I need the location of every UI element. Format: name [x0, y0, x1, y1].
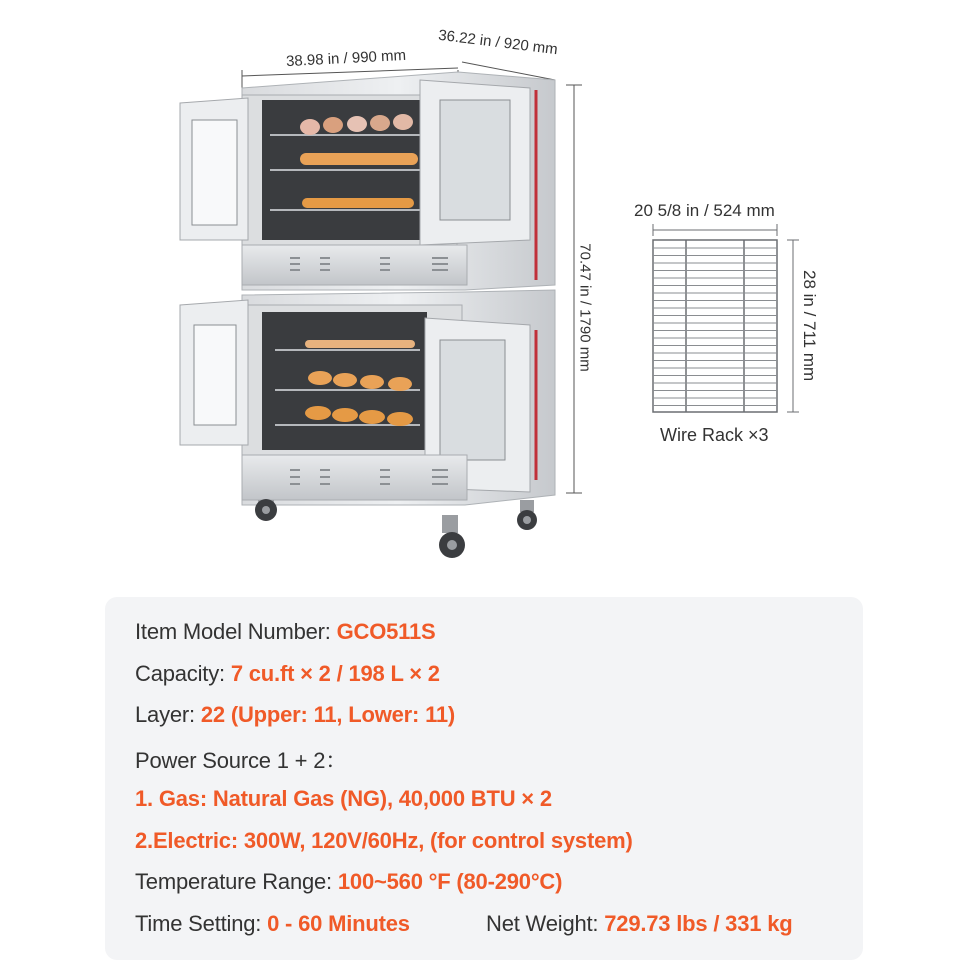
spec-model-label: Item Model Number: — [135, 619, 337, 644]
spec-temperature — [135, 869, 562, 895]
spec-model — [135, 619, 436, 645]
spec-weight — [486, 911, 792, 937]
width-dimension-label: 38.98 in / 990 mm — [285, 46, 407, 71]
spec-layer-value: 22 (Upper: 11, Lower: 11) — [200, 702, 456, 727]
depth-dimension-label: 36.22 in / 920 mm — [437, 26, 559, 59]
rack-width-label: 20 5/8 in / 524 mm — [634, 201, 775, 220]
spec-capacity-label: Capacity: — [135, 661, 231, 686]
spec-power-label: Power Source 1 + 2： — [135, 748, 348, 773]
rack-caption: Wire Rack ×3 — [660, 425, 769, 445]
wire-rack — [653, 224, 799, 412]
spec-time-label: Time Setting: — [135, 911, 268, 936]
spec-time — [135, 911, 410, 937]
spec-temperature-label: Temperature Range: — [135, 869, 338, 894]
rack-depth-label: 28 in / 711 mm — [800, 270, 819, 382]
upper-oven — [180, 72, 555, 290]
lower-oven — [180, 290, 555, 505]
spec-capacity-value: 7 cu.ft × 2 / 198 L × 2 — [230, 661, 440, 686]
spec-temperature-value: 100~560 °F (80-290°C) — [337, 869, 563, 894]
spec-weight-label: Net Weight: — [486, 911, 605, 936]
spec-capacity — [135, 661, 440, 687]
casters — [255, 499, 537, 558]
height-dimension-label: 70.47 in / 1790 mm — [576, 243, 594, 372]
spec-layer — [135, 702, 455, 728]
spec-power-gas: 1. Gas: Natural Gas (NG), 40,000 BTU × 2 — [135, 786, 552, 811]
spec-time-value: 0 - 60 Minutes — [267, 911, 410, 936]
spec-power-electric: 2.Electric: 300W, 120V/60Hz, (for control system) — [135, 828, 633, 853]
spec-weight-value: 729.73 lbs / 331 kg — [604, 911, 793, 936]
spec-model-value: GCO511S — [336, 619, 436, 644]
spec-layer-label: Layer: — [135, 702, 201, 727]
spec-card — [105, 597, 863, 960]
